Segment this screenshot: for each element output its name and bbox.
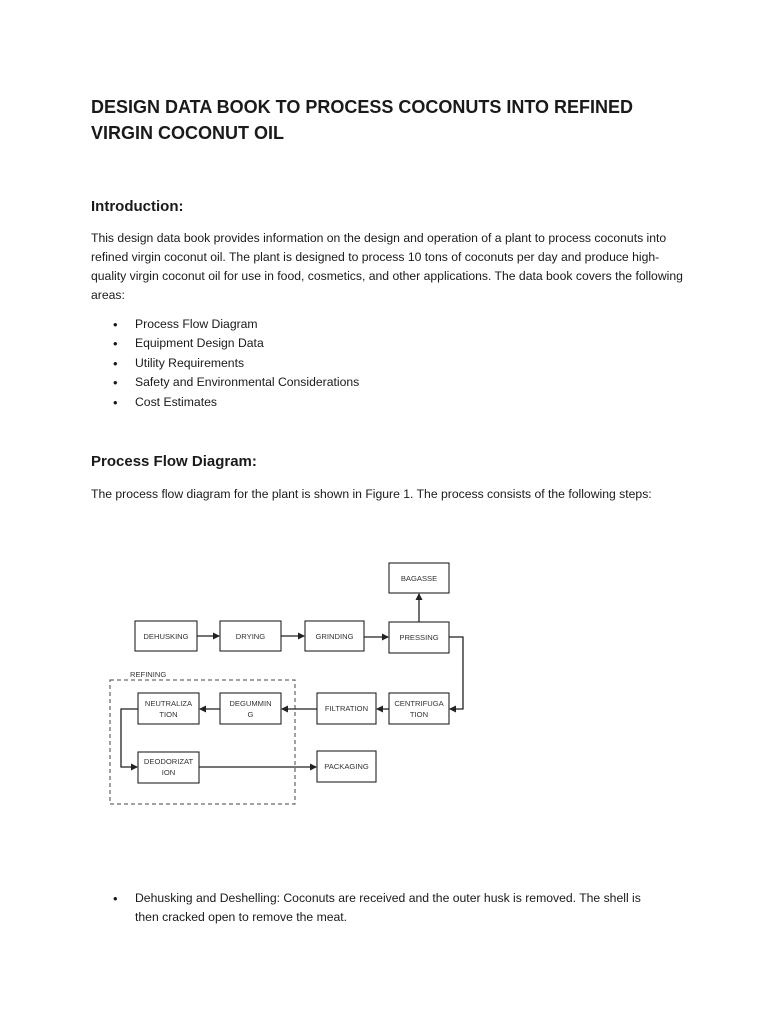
box-label: DEGUMMIN bbox=[229, 699, 272, 708]
box-label: TION bbox=[159, 710, 178, 719]
list-item: • Dehusking and Deshelling: Coconuts are received and the outer husk is removed. The shell is then cracked open to remove the meat. bbox=[91, 889, 651, 928]
box-grinding bbox=[305, 621, 364, 651]
arrow-pressing-centrifugation bbox=[449, 637, 463, 709]
list-item: • Utility Requirements bbox=[91, 354, 359, 373]
box-drying bbox=[220, 621, 281, 651]
box-packaging bbox=[317, 751, 376, 782]
box-label: BAGASSE bbox=[400, 574, 438, 583]
box-label: TION bbox=[409, 710, 429, 719]
box-label: ION bbox=[161, 768, 176, 777]
box-centrifugation bbox=[389, 693, 449, 724]
box-degumming bbox=[220, 693, 281, 724]
list-item: • Process Flow Diagram bbox=[91, 315, 359, 334]
box-label: G bbox=[247, 710, 254, 719]
process-flow-heading: Process Flow Diagram: bbox=[91, 453, 257, 470]
box-label: PRESSING bbox=[399, 633, 439, 642]
steps-list bbox=[91, 889, 651, 928]
box-dehusking bbox=[135, 621, 197, 651]
box-label: DEHUSKING bbox=[143, 632, 189, 641]
box-label: CENTRIFUGA bbox=[394, 699, 444, 708]
box-label: DRYING bbox=[235, 632, 266, 641]
refining-group-label: REFINING bbox=[130, 670, 167, 679]
box-label: GRINDING bbox=[315, 632, 354, 641]
arrow-neutralization-deodorization bbox=[121, 709, 138, 767]
box-label: FILTRATION bbox=[324, 704, 369, 713]
list-item: • Cost Estimates bbox=[91, 393, 359, 412]
box-label: PACKAGING bbox=[324, 762, 369, 771]
box-pressing bbox=[389, 622, 449, 653]
box-deodorization bbox=[138, 752, 199, 783]
box-filtration bbox=[317, 693, 376, 724]
box-label: NEUTRALIZA bbox=[144, 699, 193, 708]
box-label: DEODORIZAT bbox=[143, 757, 194, 766]
document-title: DESIGN DATA BOOK TO PROCESS COCONUTS INTO REFINED VIRGIN COCONUT OIL bbox=[91, 97, 634, 143]
introduction-paragraph: This design data book provides information on the design and operation of a plant to process coconuts into refined virgin coconut oil. The plant is designed to process 10 tons of coconuts per day and produce high-quality virgin coconut oil for use in food, cosmetics, and other applications. The data book covers the following areas: bbox=[91, 231, 683, 302]
introduction-heading: Introduction: bbox=[91, 198, 184, 215]
list-item: • Equipment Design Data bbox=[91, 334, 359, 353]
box-bagasse bbox=[389, 563, 449, 593]
box-neutralization bbox=[138, 693, 199, 724]
list-item: • Safety and Environmental Considerations bbox=[91, 373, 359, 392]
process-flow-paragraph: The process flow diagram for the plant is shown in Figure 1. The process consists of the following steps: bbox=[91, 487, 652, 501]
